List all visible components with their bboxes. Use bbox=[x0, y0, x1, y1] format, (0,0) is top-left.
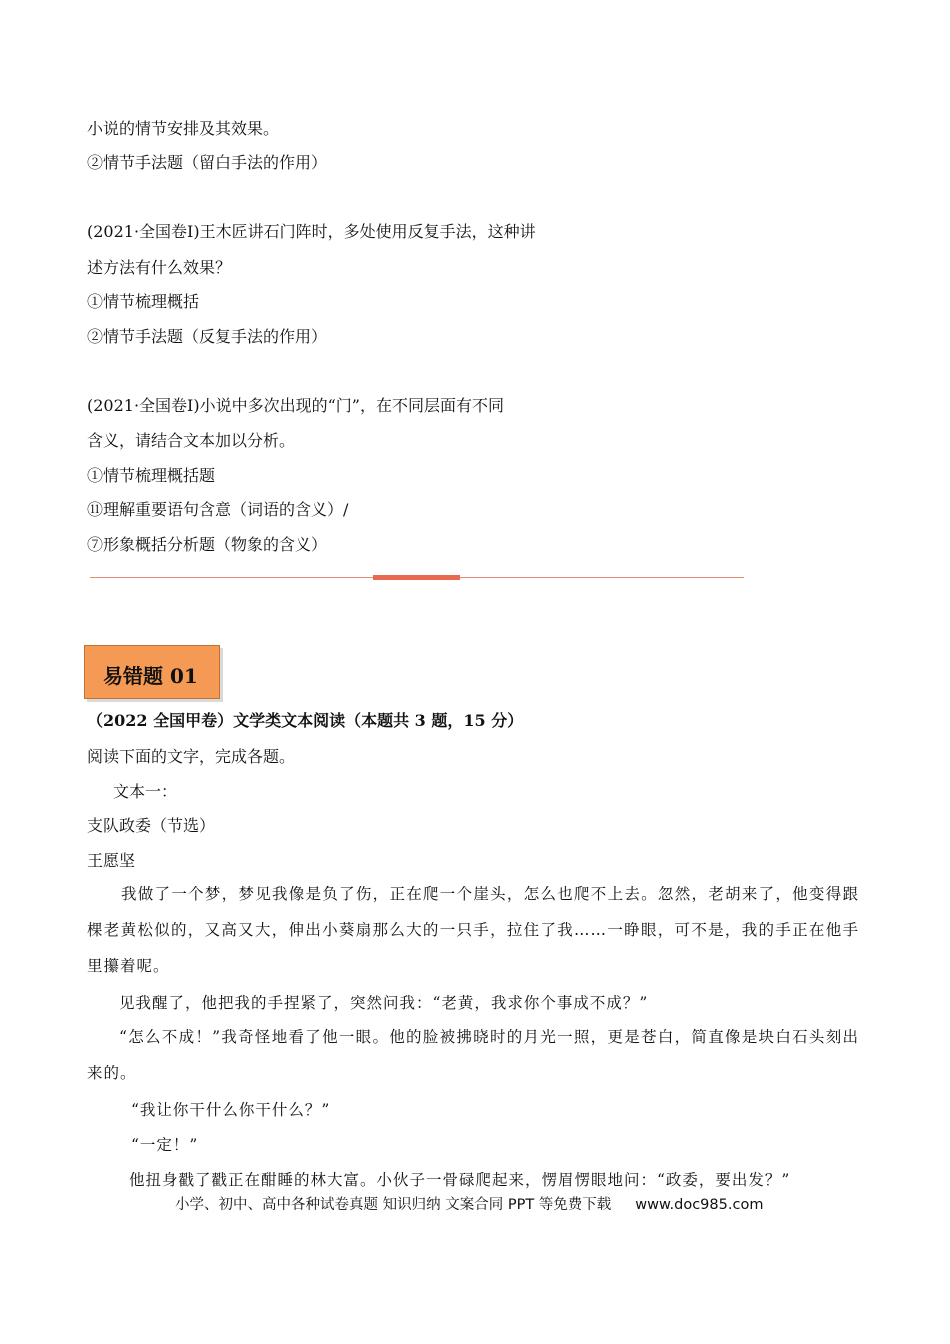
error-prone-badge bbox=[84, 645, 220, 699]
text-line: 小说的情节安排及其效果。 bbox=[87, 119, 280, 138]
answer-line: ②情节手法题（反复手法的作用） bbox=[87, 327, 328, 346]
story-paragraph: “一定！” bbox=[131, 1136, 199, 1154]
exam-heading: （2022 全国甲卷）文学类文本阅读（本题共 3 题，15 分） bbox=[87, 711, 524, 730]
instruction: 阅读下面的文字，完成各题。 bbox=[87, 747, 296, 766]
story-title: 支队政委（节选） bbox=[87, 816, 216, 835]
answer-line: ①情节梳理概括题 bbox=[87, 466, 216, 485]
footer-url[interactable]: www.doc985.com bbox=[635, 1197, 764, 1213]
footer-text: 小学、初中、高中各种试卷真题 知识归纳 文案合同 PPT 等免费下载 bbox=[175, 1197, 612, 1213]
story-paragraph: 见我醒了，他把我的手捏紧了，突然问我：“老黄，我求你个事成不成？” bbox=[119, 994, 649, 1012]
text-line: ②情节手法题（留白手法的作用） bbox=[87, 153, 328, 172]
question-line: 含义，请结合文本加以分析。 bbox=[87, 431, 296, 450]
badge-label: 易错题 01 bbox=[103, 664, 198, 688]
answer-line: ⑦形象概括分析题（物象的含义） bbox=[87, 535, 328, 554]
story-paragraph: “我让你干什么你干什么？” bbox=[131, 1101, 331, 1119]
story-paragraph: 我做了一个梦，梦见我像是负了伤，正在爬一个崖头，怎么也爬不上去。忽然，老胡来了，他变得跟棵老黄松似的，又高又大，伸出小葵扇那么大的一只手，拉住了我……一睁眼，可不是，我的手正在他手里攥着呢。 bbox=[87, 885, 859, 975]
text-label: 文本一： bbox=[113, 782, 178, 801]
author: 王愿坚 bbox=[87, 851, 136, 870]
story-paragraph: 他扭身戳了戳正在酣睡的林大富。小伙子一骨碌爬起来，愣眉愣眼地问：“政委，要出发？” bbox=[129, 1171, 791, 1189]
story-paragraph: “怎么不成！”我奇怪地看了他一眼。他的脸被拂晓时的月光一照，更是苍白，简直像是块白石头刻出来的。 bbox=[87, 1028, 859, 1082]
question-line: (2021·全国卷Ⅰ)王木匠讲石门阵时，多处使用反复手法，这种讲 bbox=[87, 222, 536, 241]
section-divider-accent bbox=[373, 575, 460, 580]
footer bbox=[175, 1193, 763, 1214]
question-line: (2021·全国卷Ⅰ)小说中多次出现的“门”，在不同层面有不同 bbox=[87, 396, 504, 415]
answer-line: ⑪理解重要语句含意（词语的含义）/ bbox=[87, 500, 349, 519]
question-line: 述方法有什么效果？ bbox=[87, 258, 232, 277]
answer-line: ①情节梳理概括 bbox=[87, 292, 200, 311]
